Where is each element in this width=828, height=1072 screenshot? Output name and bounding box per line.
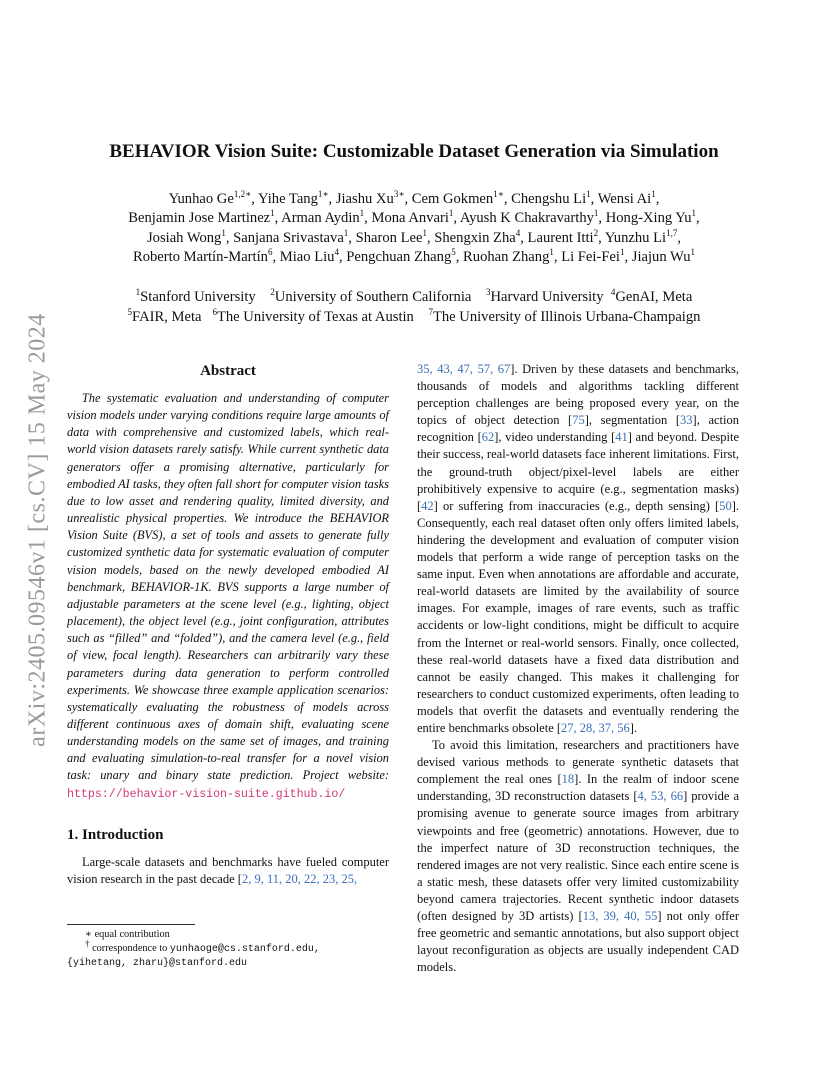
citation-link[interactable]: 42 <box>421 498 434 513</box>
arxiv-watermark <box>16 270 60 790</box>
citation-link[interactable]: 41 <box>615 430 628 445</box>
citation-link[interactable]: 2, 9, 11, 20, 22, 23, 25, <box>241 871 358 886</box>
intro-paragraph-continued: 35, 43, 47, 57, 67]. Driven by these datasets and benchmarks, thousands of models and algorithms tackling different perception challenges are being proposed every year, on the topics of object detection [75], segmentation [33], action recognition [62], video understanding [41] and beyond. Despite their success, real-world datasets face inherent limitations. First, the ground-truth object/pixel-level labels are either prohibitively expensive to acquire (e.g., segmentation masks) [42] or suffering from inaccuracies (e.g., depth sensing) [50]. Consequently, each real dataset often only offers limited labels, hindering the development and evaluation of computer vision models that perform a wide range of perception tasks on the same input. Even when annotations are affordable and accurate, real-world datasets are limited by the availability of source images. For example, images of rare events, such as traffic accidents or low-light conditions, might be difficult to acquire from the Internet or real-world sensors. Finally, once collected, these real-world datasets have a fixed data distribution and cannot be easily changed. This makes it challenging for researchers to conduct customized experiments, often leading to models that overfit the datasets and eventually rendering the entire benchmarks obsolete [27, 28, 37, 56]. To avoid this limitation, researchers and practitioners have devised various methods to generate synthetic datasets that complement the real ones [18]. In the realm of indoor scene understanding, 3D reconstruction datasets [4, 53, 66] provide a promising avenue to generate source images from arbitrary viewpoints and free (geometric) annotations. However, due to the imperfect nature of 3D reconstruction techniques, the rendered images are not very realistic. Since each entire scene is a static mesh, these datasets offer very limited customizability beyond camera trajectories. Recent synthetic indoor datasets (often designed by 3D artists) [13, 39, 40, 55] not only offer free geometric and semantic annotations, but also support object layout reconfiguration as objects are usually independent CAD models. <box>417 362 740 975</box>
footnotes <box>67 928 397 971</box>
author: Sharon Lee$^1$, <box>355 227 435 246</box>
author: Hong-Xing Yu$^1$, <box>605 208 700 227</box>
footnote-rule <box>67 924 195 925</box>
arxiv-id: arXiv:2405.09546v1 [cs.CV] 15 May 2024 <box>24 313 51 747</box>
affiliation: $^6$The University of Texas at Austin <box>212 307 414 326</box>
footnote-email-continued <box>67 956 397 971</box>
author: Chengshu Li$^1$, <box>511 189 598 207</box>
author-list <box>60 190 768 268</box>
author: Li Fei-Fei$^1$, <box>561 247 632 266</box>
citation-link[interactable]: 18 <box>561 772 575 787</box>
project-website-link[interactable]: https://behavior-vision-suite.github.io/ <box>67 787 346 801</box>
author: Jiashu $Xu^{3∗}$, <box>335 189 412 207</box>
paper-title: BEHAVIOR Vision Suite: Customizable Dataset Generation via Simulation <box>109 141 719 162</box>
author: Miao Liu$^4$, <box>279 247 347 266</box>
author: Jiajun Wu$^1$ <box>631 247 695 266</box>
author: Roberto Martín-Martín$^6$, <box>132 247 280 266</box>
affiliation: $^7$The University of Illinois Urbana-Champaign <box>428 307 701 326</box>
affiliation: $^4$GenAI, Meta <box>610 287 693 305</box>
author: Benjamin Jose Martinez$^1$, <box>128 208 282 227</box>
affiliation-list <box>60 287 768 328</box>
author: Josiah Wong$^1$, <box>146 227 234 246</box>
footnote-correspondence: † correspondence to yunhaoge@cs.stanford.edu, <box>85 938 320 955</box>
intro-paragraph: Large-scale datasets and benchmarks have fueled computer vision research in the past decade [2, 9, 11, 20, 22, 23, 25, <box>67 854 389 886</box>
author: Yunhao $Ge^{1,2∗}$, <box>168 189 258 207</box>
citation-link[interactable]: 35, 43, 47, 57, 67 <box>417 362 511 376</box>
affiliation: $^2$University of Southern California <box>270 287 472 305</box>
abstract-body: The systematic evaluation and understanding of computer vision models under varying conditions require large amounts of data with comprehensive and customized labels, which real-world vision datasets rarely satisfy. While current synthetic data generators offer a promising alternative, particularly for embodied AI tasks, they often fall short for computer vision tasks due to low asset and rendering quality, limited diversity, and unrealistic physical properties. We introduce the BEHAVIOR Vision Suite (BVS), a set of tools and assets to generate fully customized synthetic data for systematic evaluation of computer vision models, based on the newly developed embodied AI benchmark, BEHAVIOR-1K. BVS supports a large number of adjustable parameters at the scene level (e.g., lighting, object placement), the object level (e.g., joint configuration, attributes such as “filled” and “folded”), and the camera level (e.g., field of view, focal length). Researchers can arbitrarily vary these parameters during data generation to perform controlled experiments. We showcase three example application scenarios: systematically evaluating the robustness of models across different continuous axes of domain shift, evaluating scene understanding models on the same set of images, and training and evaluating simulation-to-real transfer for a novel vision task: unary and binary state prediction. Project website: https://behavior-vision-suite.github.io/ <box>67 391 389 801</box>
email-link[interactable]: {yihetang, zharu}@stanford.edu <box>67 958 248 970</box>
author: Laurent Itti$^2$, <box>527 227 605 246</box>
citation-link[interactable]: 50 <box>719 498 732 513</box>
affiliation: $^3$Harvard University <box>485 287 604 305</box>
author: Yunzhu Li$^{1,7}$, <box>604 227 681 246</box>
author: Ruohan Zhang$^1$, <box>463 247 562 266</box>
author: Yihe Tang$^{1∗}$, <box>257 189 336 207</box>
author: Wensi Ai$^1$, <box>597 189 660 207</box>
section-heading-introduction: 1. Introduction <box>67 826 164 843</box>
affiliation: $^1$Stanford University <box>135 287 256 305</box>
author: Cem Gokmen$^{1∗}$, <box>411 189 512 207</box>
citation-link[interactable]: 75 <box>572 413 585 428</box>
citation-link[interactable]: 62 <box>481 430 495 445</box>
citation-link[interactable]: 33 <box>680 413 693 428</box>
abstract-heading: Abstract <box>200 363 256 379</box>
author: Sanjana Srivastava$^1$, <box>233 227 356 246</box>
author: Mona Anvari$^1$, <box>371 208 460 227</box>
author: Pengchuan Zhang$^5$, <box>346 247 464 266</box>
citation-link[interactable]: 27, 28, 37, 56 <box>561 720 630 735</box>
right-column <box>417 361 739 976</box>
footnote-equal-contribution: ∗ equal contribution <box>85 929 170 940</box>
author: Ayush K Chakravarthy$^1$, <box>459 208 606 227</box>
left-column <box>67 360 389 888</box>
affiliation: $^5$FAIR, Meta <box>127 307 202 326</box>
email-link[interactable]: yunhaoge@cs.stanford.edu, <box>169 943 320 955</box>
citation-link[interactable]: 13, 39, 40, 55 <box>582 909 658 923</box>
citation-link[interactable]: 4, 53, 66 <box>637 789 684 804</box>
author: Shengxin Zha$^4$, <box>434 227 528 246</box>
author: Arman Aydin$^1$, <box>281 208 372 227</box>
